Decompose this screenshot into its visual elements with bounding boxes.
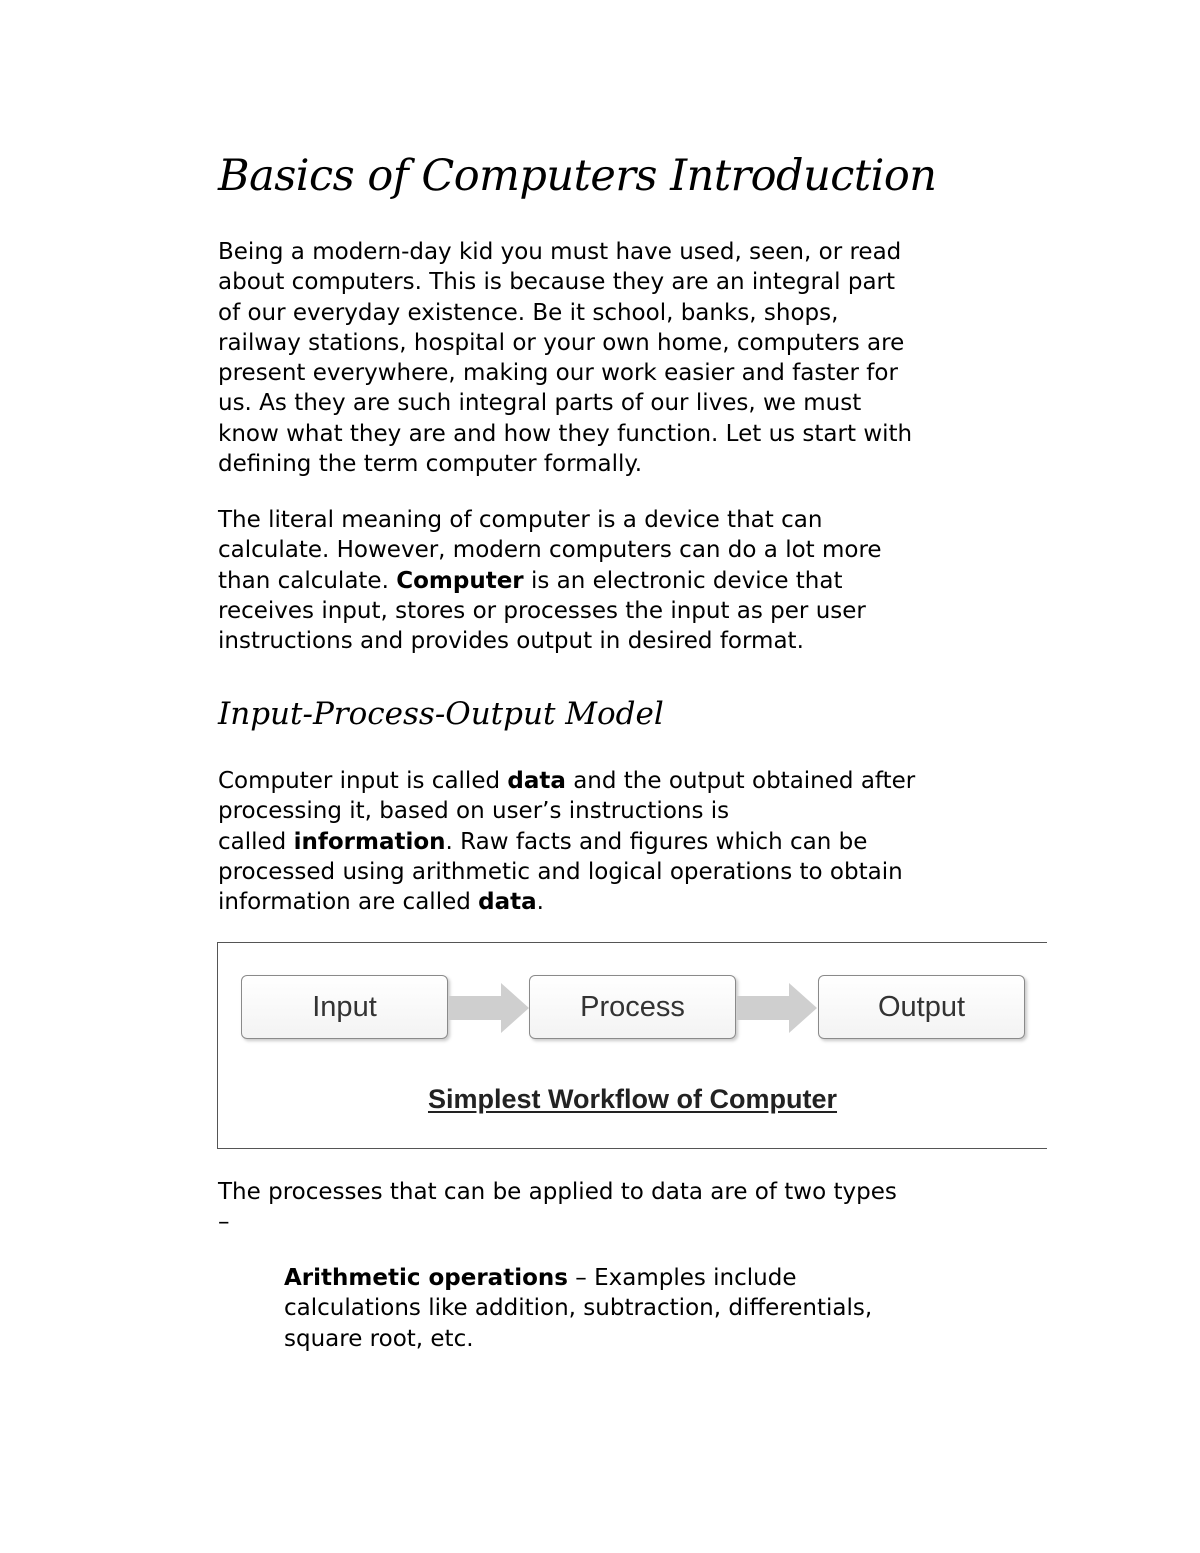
bold-term-arithmetic-operations: Arithmetic operations xyxy=(284,1265,568,1291)
text-line: of our everyday existence. Be it school, banks, shops, xyxy=(218,299,839,326)
section-heading: Input-Process-Output Model xyxy=(218,696,664,732)
text-line: defining the term computer formally. xyxy=(218,451,643,478)
text-line xyxy=(218,887,998,917)
text-line: – xyxy=(218,1209,230,1236)
text-line: railway stations, hospital or your own home, computers are xyxy=(218,329,905,356)
ipo-paragraph xyxy=(218,766,998,917)
bold-term-data: data xyxy=(507,768,566,794)
text-line: processing it, based on user’s instructions is xyxy=(218,798,730,825)
right-arrow-icon xyxy=(737,983,817,1033)
text-run: and the output obtained after xyxy=(565,768,916,794)
text-run: Computer input is called xyxy=(218,768,508,794)
text-line: The processes that can be applied to data are of two types xyxy=(218,1179,897,1205)
text-line: instructions and provides output in desired format. xyxy=(218,628,804,655)
text-run: . xyxy=(536,889,544,916)
text-line: square root, etc. xyxy=(284,1325,474,1352)
text-line: know what they are and how they function. Let us start with xyxy=(218,420,913,447)
text-line: Being a modern-day kid you must have used, seen, or read xyxy=(218,239,902,265)
text-run: than calculate. xyxy=(218,567,397,594)
text-line xyxy=(218,766,998,796)
bold-term-computer: Computer xyxy=(396,567,524,594)
text-run: – Examples include xyxy=(567,1265,797,1291)
text-line: The literal meaning of computer is a device that can xyxy=(218,507,823,533)
text-line: calculate. However, modern computers can do a lot more xyxy=(218,537,882,564)
text-line xyxy=(284,1263,984,1293)
workflow-figure xyxy=(217,942,1047,1149)
text-line: receives input, stores or processes the input as per user xyxy=(218,597,866,624)
bold-term-data: data xyxy=(478,889,537,916)
text-line xyxy=(218,827,998,857)
definition-paragraph xyxy=(218,505,998,656)
arithmetic-item xyxy=(284,1263,984,1354)
page-title: Basics of Computers Introduction xyxy=(218,151,937,201)
text-run: called xyxy=(218,828,294,855)
figure-caption: Simplest Workflow of Computer xyxy=(427,1084,838,1114)
processes-paragraph xyxy=(218,1177,998,1238)
text-line: calculations like addition, subtraction, differentials, xyxy=(284,1295,873,1322)
text-line: present everywhere, making our work easier and faster for xyxy=(218,360,898,387)
process-box: Process xyxy=(529,975,736,1039)
text-line: processed using arithmetic and logical operations to obtain xyxy=(218,858,903,885)
right-arrow-icon xyxy=(449,983,529,1033)
bold-term-information: information xyxy=(293,828,446,855)
text-run: information are called xyxy=(218,889,479,916)
text-line: us. As they are such integral parts of our lives, we must xyxy=(218,390,862,417)
text-line: about computers. This is because they are an integral part xyxy=(218,269,896,296)
intro-paragraph xyxy=(218,237,998,479)
text-run: . Raw facts and figures which can be xyxy=(445,828,868,855)
input-box: Input xyxy=(241,975,448,1039)
output-box: Output xyxy=(818,975,1025,1039)
text-line xyxy=(218,566,998,596)
text-run: is an electronic device that xyxy=(523,567,843,594)
